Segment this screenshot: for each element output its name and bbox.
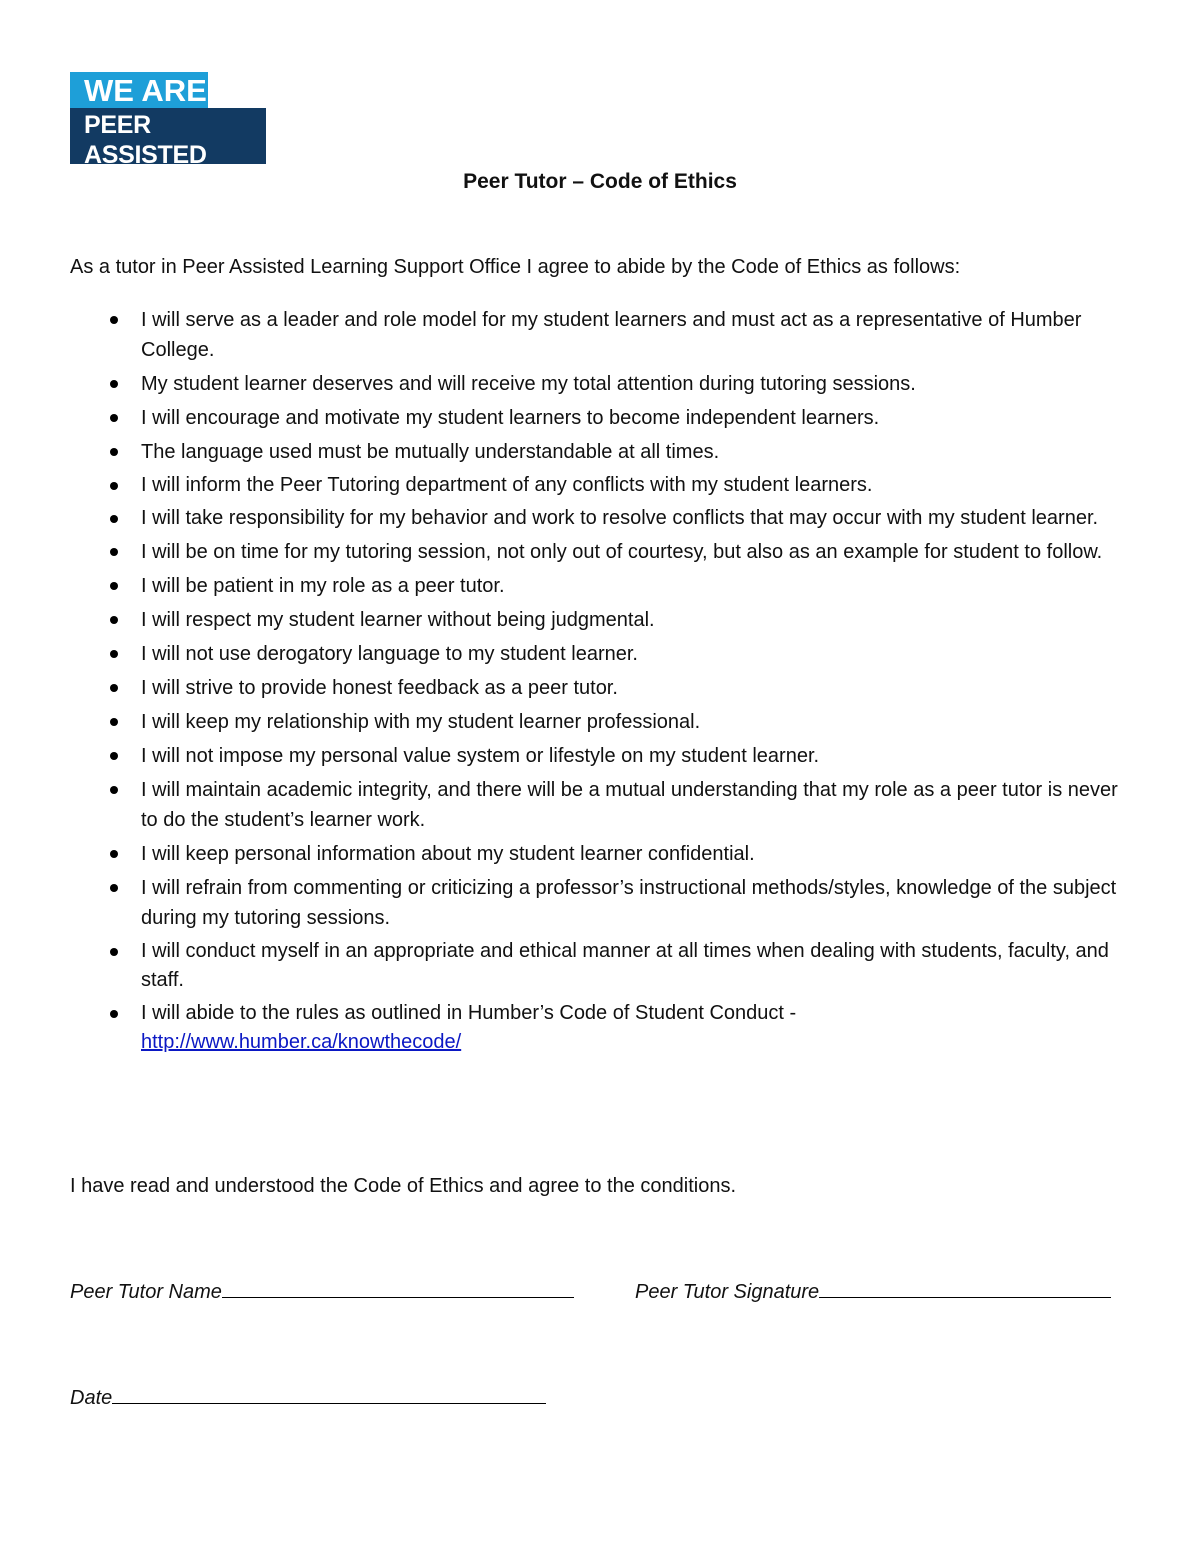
list-item	[70, 471, 1140, 500]
bullet-icon	[110, 786, 118, 794]
list-item	[70, 839, 1140, 869]
page-title: Peer Tutor – Code of Ethics	[463, 170, 737, 193]
bullet-icon	[110, 515, 118, 523]
list-item-text: I will be patient in my role as a peer tutor.	[141, 575, 505, 597]
list-item-text: My student learner deserves and will receive my total attention during tutoring sessions.	[141, 373, 916, 395]
bullet-icon	[110, 752, 118, 760]
bullet-icon	[110, 616, 118, 624]
logo-line-1: WE ARE	[70, 72, 208, 108]
list-item	[70, 707, 1140, 737]
bullet-icon	[110, 850, 118, 858]
name-signature-line[interactable]	[222, 1277, 574, 1298]
list-item-text: I will conduct myself in an appropriate and ethical manner at all times when dealing with students, faculty, and staff.	[141, 940, 1109, 991]
list-item	[70, 999, 1140, 1057]
bullet-icon	[110, 316, 118, 324]
logo	[70, 72, 266, 210]
list-item-text: I will inform the Peer Tutoring department of any conflicts with my student learners.	[141, 474, 873, 496]
list-item-text: I will not use derogatory language to my student learner.	[141, 643, 638, 665]
bullet-icon	[110, 718, 118, 726]
list-item	[70, 369, 1140, 399]
code-of-conduct-link[interactable]: http://www.humber.ca/knowthecode/	[141, 1031, 462, 1053]
list-item	[70, 537, 1140, 567]
peer-tutor-name-label: Peer Tutor Name	[70, 1281, 222, 1303]
list-item-text: The language used must be mutually understandable at all times.	[141, 441, 720, 463]
list-item-text: I will not impose my personal value system or lifestyle on my student learner.	[141, 745, 820, 767]
peer-tutor-name-field[interactable]	[70, 1277, 574, 1306]
list-item-text: I will take responsibility for my behavior and work to resolve conflicts that may occur with my student learner.	[141, 507, 1099, 529]
list-item	[70, 605, 1140, 635]
list-item-text: I will respect my student learner without being judgmental.	[141, 609, 655, 631]
peer-tutor-signature-field[interactable]	[635, 1277, 1111, 1306]
list-item-text: I will maintain academic integrity, and there will be a mutual understanding that my role as a peer tutor is never to do the student’s learner work.	[141, 779, 1118, 831]
code-of-ethics-list	[70, 305, 1140, 1061]
agreement-statement: I have read and understood the Code of Ethics and agree to the conditions.	[70, 1175, 737, 1197]
bullet-icon	[110, 884, 118, 892]
bullet-icon	[110, 1010, 118, 1018]
intro-text: As a tutor in Peer Assisted Learning Support Office I agree to abide by the Code of Ethics as follows:	[70, 256, 961, 278]
list-item-text: I will keep personal information about my student learner confidential.	[141, 843, 755, 865]
signature-line[interactable]	[819, 1277, 1111, 1298]
list-item-text: I will abide to the rules as outlined in Humber’s Code of Student Conduct -	[141, 1002, 797, 1024]
list-item	[70, 775, 1140, 835]
peer-tutor-signature-label: Peer Tutor Signature	[635, 1281, 820, 1303]
bullet-icon	[110, 380, 118, 388]
date-line[interactable]	[112, 1383, 546, 1404]
date-label: Date	[70, 1387, 113, 1409]
list-item	[70, 639, 1140, 669]
list-item-text: I will keep my relationship with my student learner professional.	[141, 711, 701, 733]
bullet-icon	[110, 684, 118, 692]
bullet-icon	[110, 448, 118, 456]
list-item	[70, 403, 1140, 433]
list-item-text: I will strive to provide honest feedback as a peer tutor.	[141, 677, 618, 699]
logo-line-3: LEARNING SUPPORT	[84, 169, 180, 210]
list-item-text: I will encourage and motivate my student learners to become independent learners.	[141, 407, 880, 429]
logo-line-2: PEER ASSISTED	[84, 111, 207, 169]
list-item-text: I will serve as a leader and role model for my student learners and must act as a representative of Humber College.	[141, 309, 1082, 361]
list-item-text: I will refrain from commenting or criticizing a professor’s instructional methods/styles, knowledge of the subject during my tutoring sessions.	[141, 877, 1117, 929]
list-item	[70, 741, 1140, 771]
list-item	[70, 437, 1140, 467]
bullet-icon	[110, 948, 118, 956]
date-field[interactable]	[70, 1383, 546, 1412]
bullet-icon	[110, 482, 118, 490]
logo-lower-band	[70, 108, 266, 210]
list-item	[70, 571, 1140, 601]
list-item	[70, 673, 1140, 703]
bullet-icon	[110, 548, 118, 556]
list-item	[70, 873, 1140, 933]
bullet-icon	[110, 650, 118, 658]
list-item	[70, 937, 1140, 995]
bullet-icon	[110, 414, 118, 422]
list-item	[70, 504, 1140, 533]
bullet-icon	[110, 582, 118, 590]
list-item-text: I will be on time for my tutoring session, not only out of courtesy, but also as an example for student to follow.	[141, 541, 1103, 563]
list-item	[70, 305, 1140, 365]
